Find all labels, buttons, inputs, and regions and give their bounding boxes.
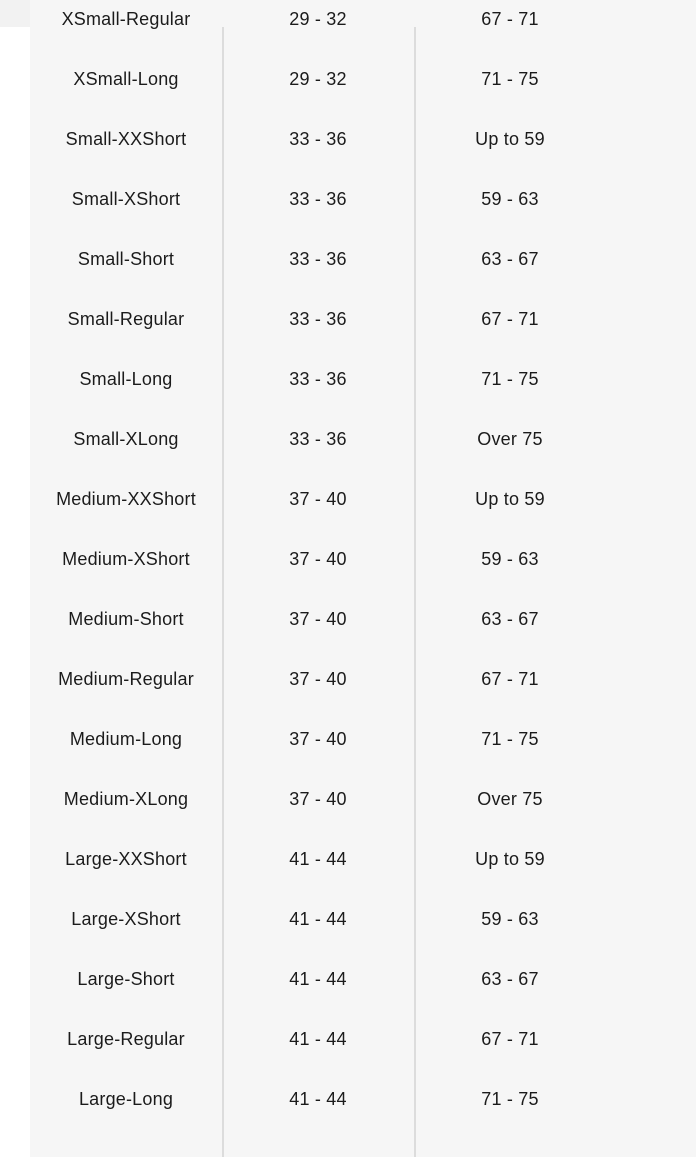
size-cell: XSmall-Long	[73, 69, 179, 89]
chest-range-cell: 33 - 36	[289, 429, 347, 449]
height-range-cell: 71 - 75	[481, 729, 539, 749]
table-row	[30, 847, 606, 907]
table-row	[30, 1087, 606, 1147]
size-cell: Medium-Long	[69, 729, 183, 749]
chest-range-cell: 37 - 40	[289, 789, 347, 809]
size-cell: Medium-Short	[68, 609, 184, 629]
chest-range-cell: 33 - 36	[289, 189, 347, 209]
height-range-cell: 71 - 75	[481, 1089, 539, 1109]
table-body	[30, 7, 606, 1147]
size-cell: Large-Long	[78, 1089, 174, 1109]
table-row	[30, 7, 606, 67]
height-range-cell: 71 - 75	[481, 369, 539, 389]
height-range-cell: 67 - 71	[481, 309, 539, 329]
height-range-cell: 59 - 63	[481, 189, 539, 209]
size-cell: Large-Short	[77, 969, 175, 989]
chest-range-cell: 37 - 40	[289, 729, 347, 749]
size-cell: Medium-XXShort	[56, 489, 196, 509]
chest-range-cell: 37 - 40	[289, 609, 347, 629]
height-range-cell: 63 - 67	[481, 609, 539, 629]
table-row	[30, 1027, 606, 1087]
chest-range-cell: 41 - 44	[289, 849, 347, 869]
size-cell: Small-Regular	[67, 309, 185, 329]
table-row	[30, 547, 606, 607]
table-row	[30, 967, 606, 1027]
chest-range-cell: 29 - 32	[289, 9, 347, 29]
height-range-cell: Over 75	[477, 429, 543, 449]
chest-range-cell: 41 - 44	[289, 909, 347, 929]
chest-range-cell: 33 - 36	[289, 249, 347, 269]
table-row	[30, 67, 606, 127]
table-row	[30, 367, 606, 427]
chest-range-cell: 33 - 36	[289, 129, 347, 149]
height-range-cell: Up to 59	[475, 849, 545, 869]
table-row	[30, 187, 606, 247]
size-cell: Large-Regular	[67, 1029, 185, 1049]
size-cell: Small-Short	[77, 249, 175, 269]
size-cell: Small-XXShort	[65, 129, 187, 149]
size-cell: Small-XLong	[73, 429, 179, 449]
size-cell: Medium-XLong	[63, 789, 189, 809]
height-range-cell: Up to 59	[475, 129, 545, 149]
height-range-cell: 63 - 67	[481, 249, 539, 269]
height-range-cell: Over 75	[477, 789, 543, 809]
height-range-cell: Up to 59	[475, 489, 545, 509]
size-chart-table	[30, 0, 696, 1157]
chest-range-cell: 41 - 44	[289, 1029, 347, 1049]
table-row	[30, 247, 606, 307]
height-range-cell: 63 - 67	[481, 969, 539, 989]
size-cell: Medium-XShort	[62, 549, 190, 569]
table-row	[30, 727, 606, 787]
table-row	[30, 907, 606, 967]
size-cell: XSmall-Regular	[61, 9, 191, 29]
chest-range-cell: 29 - 32	[289, 69, 347, 89]
table-row	[30, 427, 606, 487]
table-row	[30, 607, 606, 667]
chest-range-cell: 41 - 44	[289, 1089, 347, 1109]
height-range-cell: 67 - 71	[481, 1029, 539, 1049]
size-cell: Small-Long	[79, 369, 173, 389]
chest-range-cell: 37 - 40	[289, 489, 347, 509]
chest-range-cell: 37 - 40	[289, 669, 347, 689]
size-cell: Medium-Regular	[58, 669, 194, 689]
table-row	[30, 307, 606, 367]
size-cell: Small-XShort	[71, 189, 181, 209]
chest-range-cell: 33 - 36	[289, 369, 347, 389]
height-range-cell: 67 - 71	[481, 9, 539, 29]
size-cell: Large-XXShort	[65, 849, 187, 869]
size-cell: Large-XShort	[71, 909, 181, 929]
chest-range-cell: 37 - 40	[289, 549, 347, 569]
table-row	[30, 667, 606, 727]
height-range-cell: 59 - 63	[481, 549, 539, 569]
chest-range-cell: 41 - 44	[289, 969, 347, 989]
height-range-cell: 67 - 71	[481, 669, 539, 689]
table-row	[30, 787, 606, 847]
chest-range-cell: 33 - 36	[289, 309, 347, 329]
table-row	[30, 127, 606, 187]
table-row	[30, 487, 606, 547]
height-range-cell: 71 - 75	[481, 69, 539, 89]
height-range-cell: 59 - 63	[481, 909, 539, 929]
